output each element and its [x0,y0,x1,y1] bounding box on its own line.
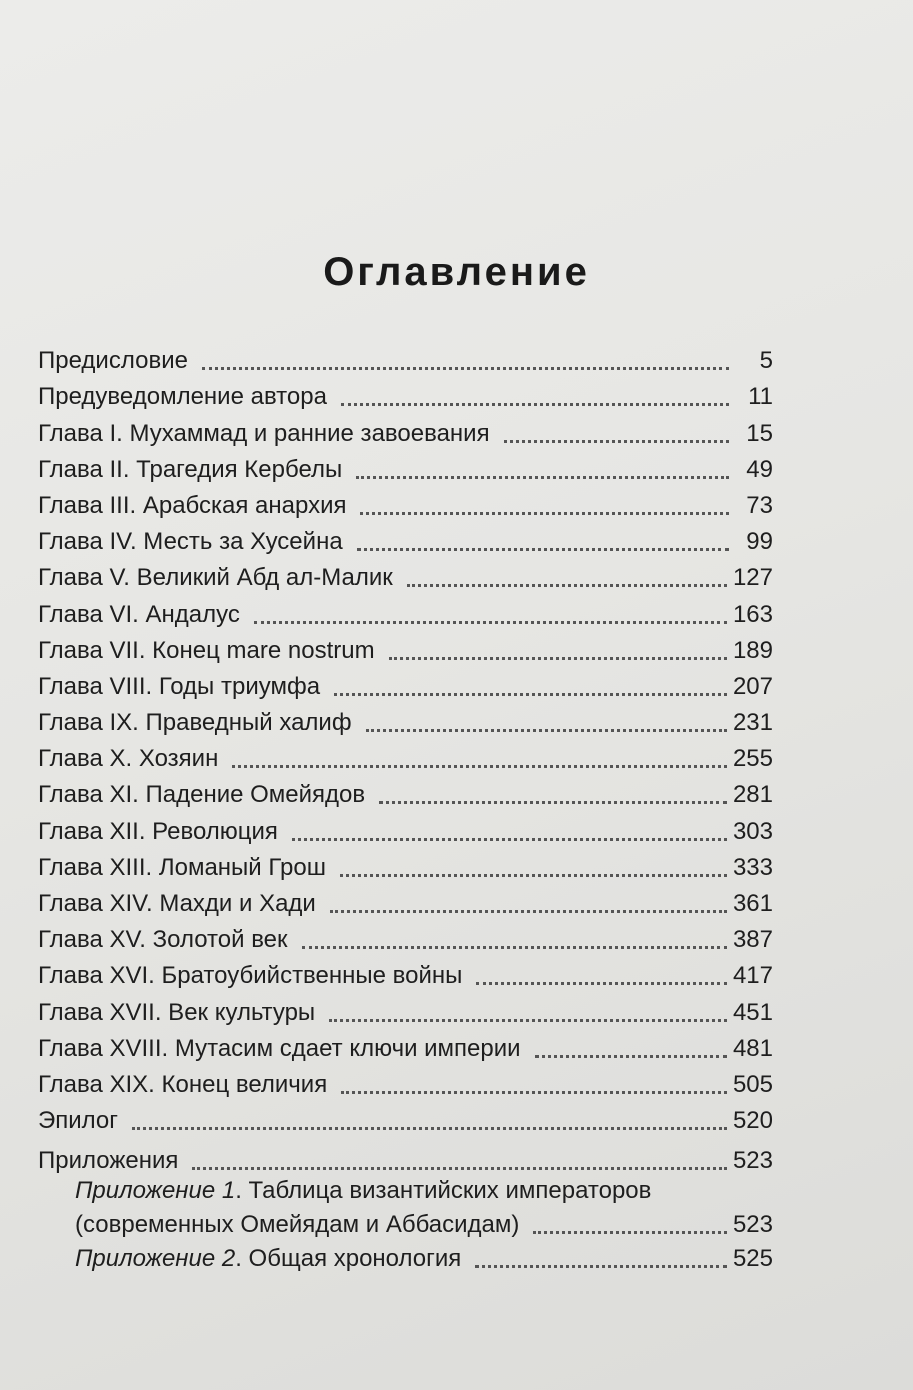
dot-leader [360,512,729,515]
dot-leader [254,621,727,624]
toc-entry-page: 73 [746,491,773,519]
toc-entry [38,1064,773,1100]
appendix-page: 525 [732,1245,773,1273]
dot-leader [504,440,729,443]
toc-entry [38,376,773,412]
toc-entry [38,955,773,991]
dot-leader [334,693,727,696]
toc-entry-page: 451 [732,998,773,1026]
toc-entry-page: 505 [732,1070,773,1098]
dot-leader [330,910,727,913]
dot-leader [476,982,727,985]
toc-entry-title: Глава VII. Конец mare nostrum [38,636,375,664]
toc-entry-title: Глава VIII. Годы триумфа [38,672,321,700]
toc-entry-title: Глава IX. Праведный халиф [38,709,352,737]
toc-entry [38,1028,773,1064]
toc-entry-page: 5 [759,347,773,375]
dot-leader [341,403,729,406]
toc-entry-page: 281 [732,781,773,809]
toc-entry [38,521,773,557]
toc-entry-page: 15 [746,419,773,447]
toc-entry [38,883,773,919]
dot-leader [329,1019,727,1022]
page-title: Оглавление [323,250,590,294]
toc-entry-title: Глава XIII. Ломаный Грош [38,853,326,881]
toc-entry [38,991,773,1027]
appendix-label: Приложение 1 [75,1177,236,1205]
dot-leader [340,874,727,877]
appendix-entry-continuation [38,1206,773,1240]
toc-entry-title: Глава XII. Революция [38,817,278,845]
toc-entry-title: Глава IV. Месть за Хусейна [38,528,343,556]
toc-entry [38,557,773,593]
toc-entry-page: 523 [732,1147,773,1175]
toc-entry [38,847,773,883]
toc-entry [38,774,773,810]
dot-leader [292,838,727,841]
toc-entry [38,1100,773,1136]
toc-entry [38,485,773,521]
toc-entry-page: 231 [732,709,773,737]
toc-entry-page: 361 [732,890,773,917]
toc-entry-page: 127 [732,564,773,592]
dot-leader [357,548,729,551]
dot-leader [192,1167,727,1170]
toc-entry [38,810,773,846]
appendix-title-text: . Общая хронология [235,1245,462,1273]
toc-entry-page: 49 [746,455,773,483]
appendix-entry [38,1176,773,1206]
appendix-page: 523 [732,1211,773,1239]
appendix-title: . Таблица византийских императоров [235,1177,652,1205]
appendix-title-continuation: (современных Омейядам и Аббасидам) [75,1211,520,1239]
toc-entry-page: 303 [732,817,773,845]
toc-entry-page: 520 [732,1107,773,1135]
dot-leader [475,1265,727,1268]
dot-leader [407,584,727,587]
toc-entry-page: 481 [732,1034,773,1062]
dot-leader [302,946,727,949]
toc-entry-title: Глава XIV. Махди и Хади [38,890,316,917]
toc-entry [38,449,773,485]
toc-entry-page: 11 [748,383,773,411]
toc-entry [38,702,773,738]
dot-leader [341,1091,727,1094]
toc-entry-title: Глава XVI. Братоубийственные войны [38,962,463,990]
dot-leader [535,1055,727,1058]
dot-leader [356,476,729,479]
toc-entry-page: 189 [732,636,773,664]
toc-entry-title: Глава XI. Падение Омейядов [38,781,366,809]
toc-entry [38,412,773,448]
appendix-title [75,1244,461,1274]
toc-entry-page: 255 [732,745,773,773]
toc-entry-title: Предуведомление автора [38,383,327,411]
toc-entry-page: 99 [746,528,773,556]
toc-entry [38,1136,773,1176]
toc-entry [38,919,773,955]
table-of-contents [38,340,773,1274]
dot-leader [366,729,727,732]
toc-entry-title: Глава X. Хозяин [38,745,219,773]
toc-entry-title: Приложения [38,1147,179,1175]
toc-entry [38,593,773,629]
appendix-entry [38,1240,773,1274]
dot-leader [232,765,727,768]
toc-entry-page: 417 [732,962,773,990]
toc-entry [38,630,773,666]
toc-entry-title: Глава III. Арабская анархия [38,491,347,519]
toc-entry-title: Глава XIX. Конец величия [38,1070,328,1098]
toc-entry [38,738,773,774]
toc-entry-page: 163 [732,600,773,628]
toc-entry-title: Глава XV. Золотой век [38,926,288,954]
toc-entry-page: 207 [732,672,773,700]
dot-leader [533,1231,727,1234]
appendix-label: Приложение 2 [75,1245,236,1273]
dot-leader [379,801,727,804]
toc-entry-page: 387 [732,926,773,954]
toc-entry-title: Глава XVII. Век культуры [38,998,316,1026]
toc-entry-title: Глава I. Мухаммад и ранние завоевания [38,419,490,447]
toc-entry [38,666,773,702]
toc-entry-title: Глава VI. Андалус [38,600,240,628]
toc-entry-title: Глава XVIII. Мутасим сдает ключи империи [38,1034,521,1062]
toc-entry-page: 333 [732,853,773,881]
toc-entry-title: Предисловие [38,347,188,375]
dot-leader [389,657,727,660]
toc-entry-title: Глава II. Трагедия Кербелы [38,455,343,483]
toc-entry-title: Эпилог [38,1107,119,1135]
toc-entry-title: Глава V. Великий Абд ал-Малик [38,564,393,592]
dot-leader [132,1127,727,1130]
dot-leader [202,367,729,370]
toc-entry [38,340,773,376]
